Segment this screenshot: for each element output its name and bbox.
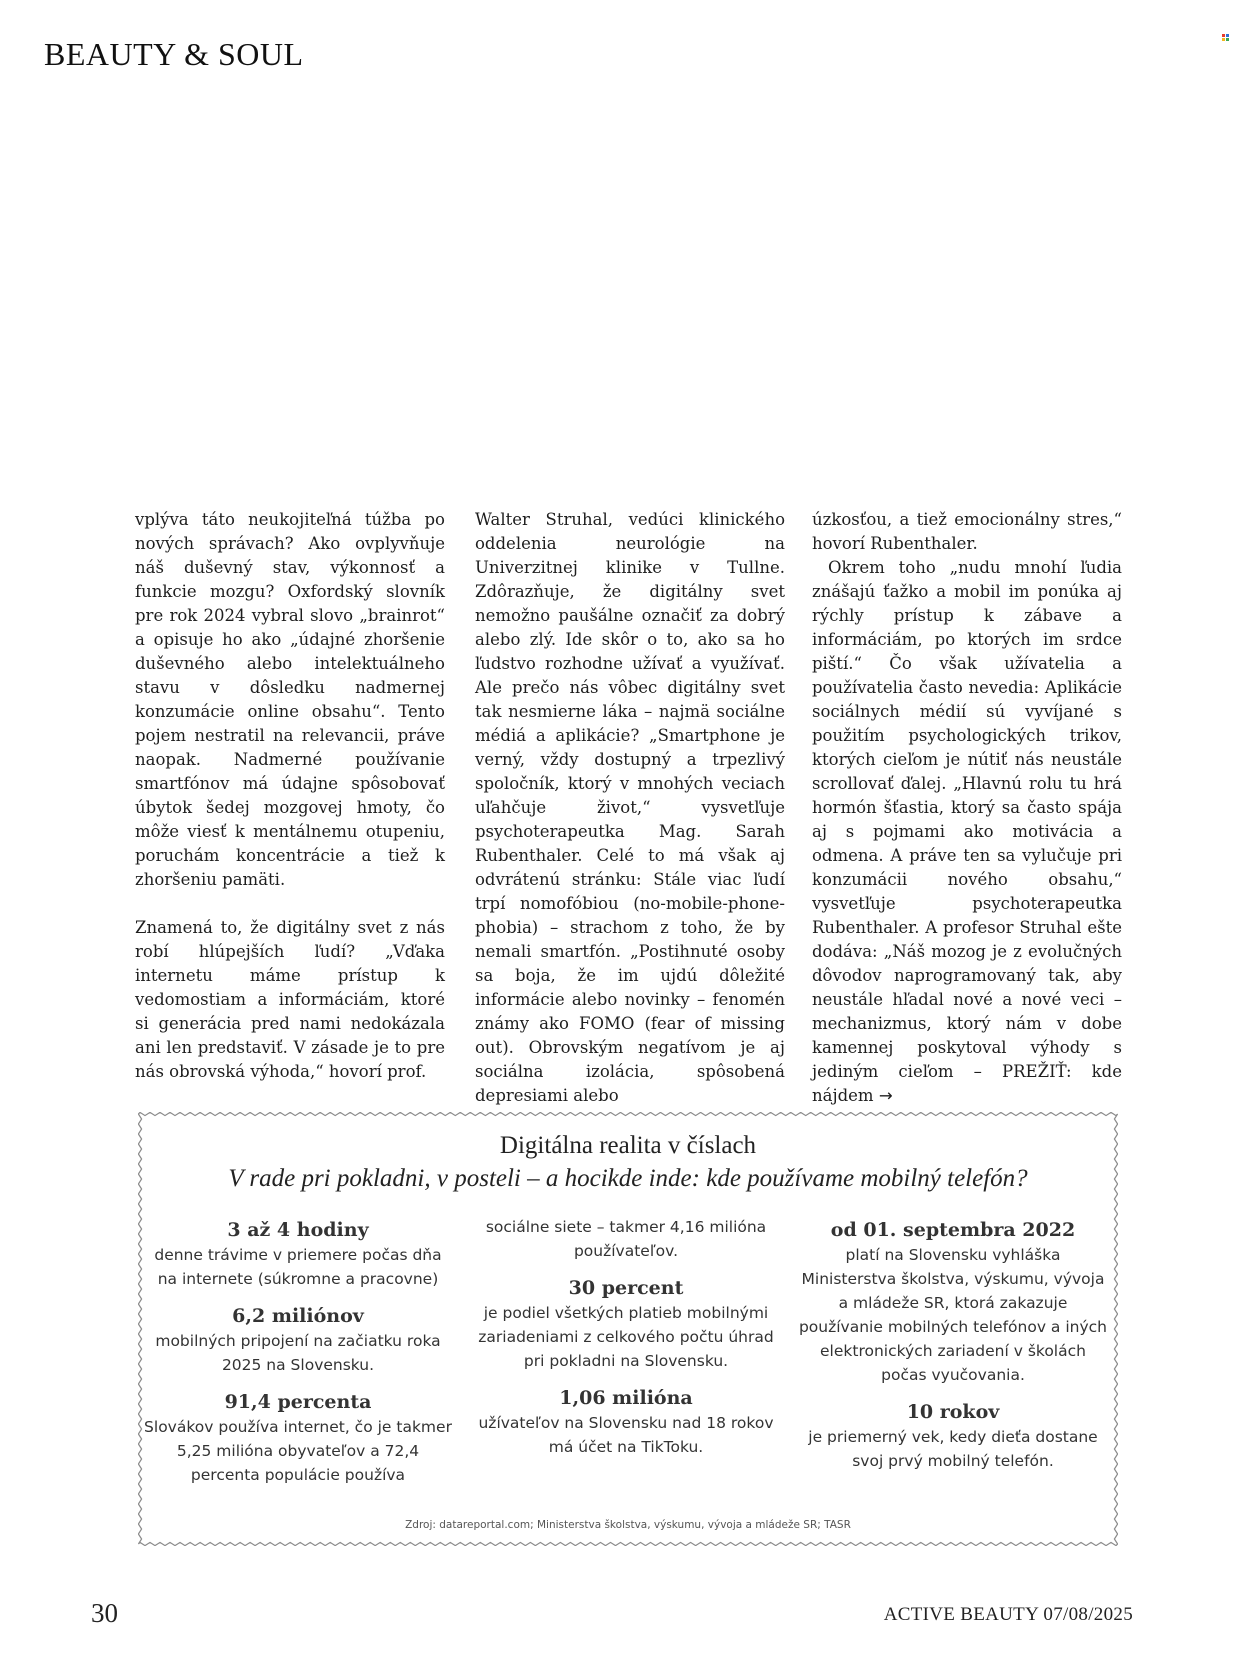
article-column-2 [475, 508, 785, 1108]
page-number: 30 [91, 1598, 118, 1628]
stats-column-3 [798, 1217, 1108, 1485]
stat-item [798, 1399, 1108, 1473]
article-paragraph [812, 556, 1122, 1108]
section-title: BEAUTY & SOUL [44, 36, 304, 72]
publication-issue: ACTIVE BEAUTY 07/08/2025 [883, 1604, 1133, 1625]
stat-item [798, 1217, 1108, 1387]
stats-column-2 [471, 1215, 781, 1471]
stat-item [471, 1385, 781, 1459]
stat-body: denne trávime v priemere počas dňa na internete (súkromne a pracovne) [154, 1246, 442, 1288]
stat-body: užívateľov na Slovensku nad 18 rokov má účet na TikToku. [478, 1414, 774, 1456]
infobox-source: Zdroj: datareportal.com; Ministerstva školstva, výskumu, vývoja a mládeže SR; TASR [405, 1519, 851, 1531]
infobox-subtitle: V rade pri pokladni, v posteli – a hocikde inde: kde používame mobilný telefón? [228, 1165, 1028, 1192]
stat-head: 91,4 percenta [224, 1391, 372, 1413]
logo-dot-red [1222, 34, 1225, 37]
stat-body: je podiel všetkých platieb mobilnými zariadeniami z celkového počtu úhrad pri pokladni na Slovensku. [478, 1304, 774, 1370]
article-paragraph: Znamená to, že digitálny svet z nás robí hlúpejších ľudí? „Vďaka internetu máme prístup k vedomostiam a informáciám, ktoré si generácia pred nami nedokázala ani len predstaviť. V zásade je to pre nás obrovská výhoda,“ hovorí prof. [135, 918, 445, 1081]
infobox-title: Digitálna realita v číslach [499, 1132, 757, 1159]
stat-head: od 01. septembra 2022 [830, 1219, 1076, 1241]
stat-item [471, 1275, 781, 1373]
logo-dot-blue [1226, 34, 1229, 37]
logo-dot-yellow [1222, 38, 1225, 41]
stat-item [143, 1389, 453, 1487]
stat-item [143, 1303, 453, 1377]
article-paragraph-text: Okrem toho „nudu mnohí ľudia znášajú ťažko a mobil im ponúka aj rýchly prístup k zábave a informáciám, po ktorých im srdce piští.“ Čo však užívatelia a používatelia často nevedia: Aplikácie sociálnych médií sú vyvíjané s použitím psychologických trikov, ktorých cieľom je nútiť nás neustále scrollovať ďalej. „Hlavnú rolu tu hrá hormón šťastia, ktorý sa často spája aj s pojmami ako motivácia a odmena. A práve ten sa vylučuje pri konzumácii nového obsahu,“ vysvetľuje psychoterapeutka Rubenthaler. A profesor Struhal ešte dodáva: „Náš mozog je z evolučných dôvodov naprogramovaný tak, aby neustále hľadal nové a nové veci – mechanizmus, ktorý nám v dobe kamennej poskytoval výhody s jediným cieľom – PREŽIŤ: kde nájdem [812, 558, 1122, 1105]
stat-head: 30 percent [568, 1277, 684, 1299]
continue-arrow-icon: → [878, 1086, 893, 1105]
article-column-1 [135, 508, 445, 1084]
brand-logo-icon [1222, 34, 1230, 42]
stat-head: 6,2 miliónov [232, 1305, 364, 1327]
stat-head: 3 až 4 hodiny [227, 1219, 369, 1241]
stat-head: 1,06 milióna [559, 1387, 693, 1409]
statistics-infobox [138, 1112, 1118, 1546]
article-paragraph: úzkosťou, a tiež emocionálny stres,“ hovorí Rubenthaler. [812, 510, 1122, 553]
article-paragraph: vplýva táto neukojiteľná túžba po nových správach? Ako ovplyvňuje náš duševný stav, výkonnosť a funkcie mozgu? Oxfordský slovník pre rok 2024 vybral slovo „brainrot“ a opisuje ho ako „údajné zhoršenie duševného alebo intelektuálneho stavu v dôsledku nadmernej konzumácie online obsahu“. Tento pojem nestratil na relevancii, práve naopak. Nadmerné používanie smartfónov má údajne spôsobovať úbytok šedej mozgovej hmoty, čo môže viesť k mentálnemu otupeniu, poruchám koncentrácie a tiež k zhoršeniu pamäti. [135, 510, 445, 889]
stat-body: platí na Slovensku vyhláška Ministerstva školstva, výskumu, vývoja a mládeže SR, ktorá zakazuje používanie mobilných telefónov a iných elektronických zariadení v školách počas vyučovania. [798, 1246, 1108, 1384]
stat-item [471, 1215, 781, 1263]
article-column-3 [812, 508, 1122, 1108]
stat-body: je priemerný vek, kedy dieťa dostane svoj prvý mobilný telefón. [808, 1428, 1098, 1470]
stat-body: Slovákov používa internet, čo je takmer 5,25 milióna obyvateľov a 72,4 percenta populácie používa [144, 1418, 452, 1484]
stat-body: sociálne siete – takmer 4,16 milióna používateľov. [485, 1218, 767, 1260]
stats-column-1 [143, 1217, 453, 1499]
stat-head: 10 rokov [906, 1401, 1000, 1423]
stat-item [143, 1217, 453, 1291]
article-paragraph: Walter Struhal, vedúci klinického oddelenia neurológie na Univerzitnej klinike v Tullne. Zdôrazňuje, že digitálny svet nemožno paušálne označiť za dobrý alebo zlý. Ide skôr o to, ako sa ho ľudstvo rozhodne užívať a využívať. Ale prečo nás vôbec digitálny svet tak nesmierne láka – najmä sociálne médiá a aplikácie? „Smartphone je verný, vždy dostupný a trpezlivý spoločník, ktorý v mnohých veciach uľahčuje život,“ vysvetľuje psychoterapeutka Mag. Sarah Rubenthaler. Celé to má však aj odvrátenú stránku: Stále viac ľudí trpí nomofóbiou (no-mobile-phone-phobia) – strachom z toho, že by nemali smartfón. „Postihnuté osoby sa boja, že im ujdú dôležité informácie alebo novinky – fenomén známy ako FOMO (fear of missing out). Obrovským negatívom je aj sociálna izolácia, spôsobená depresiami alebo [475, 510, 785, 1105]
logo-dot-green [1226, 38, 1229, 41]
stat-body: mobilných pripojení na začiatku roka 2025 na Slovensku. [155, 1332, 441, 1374]
